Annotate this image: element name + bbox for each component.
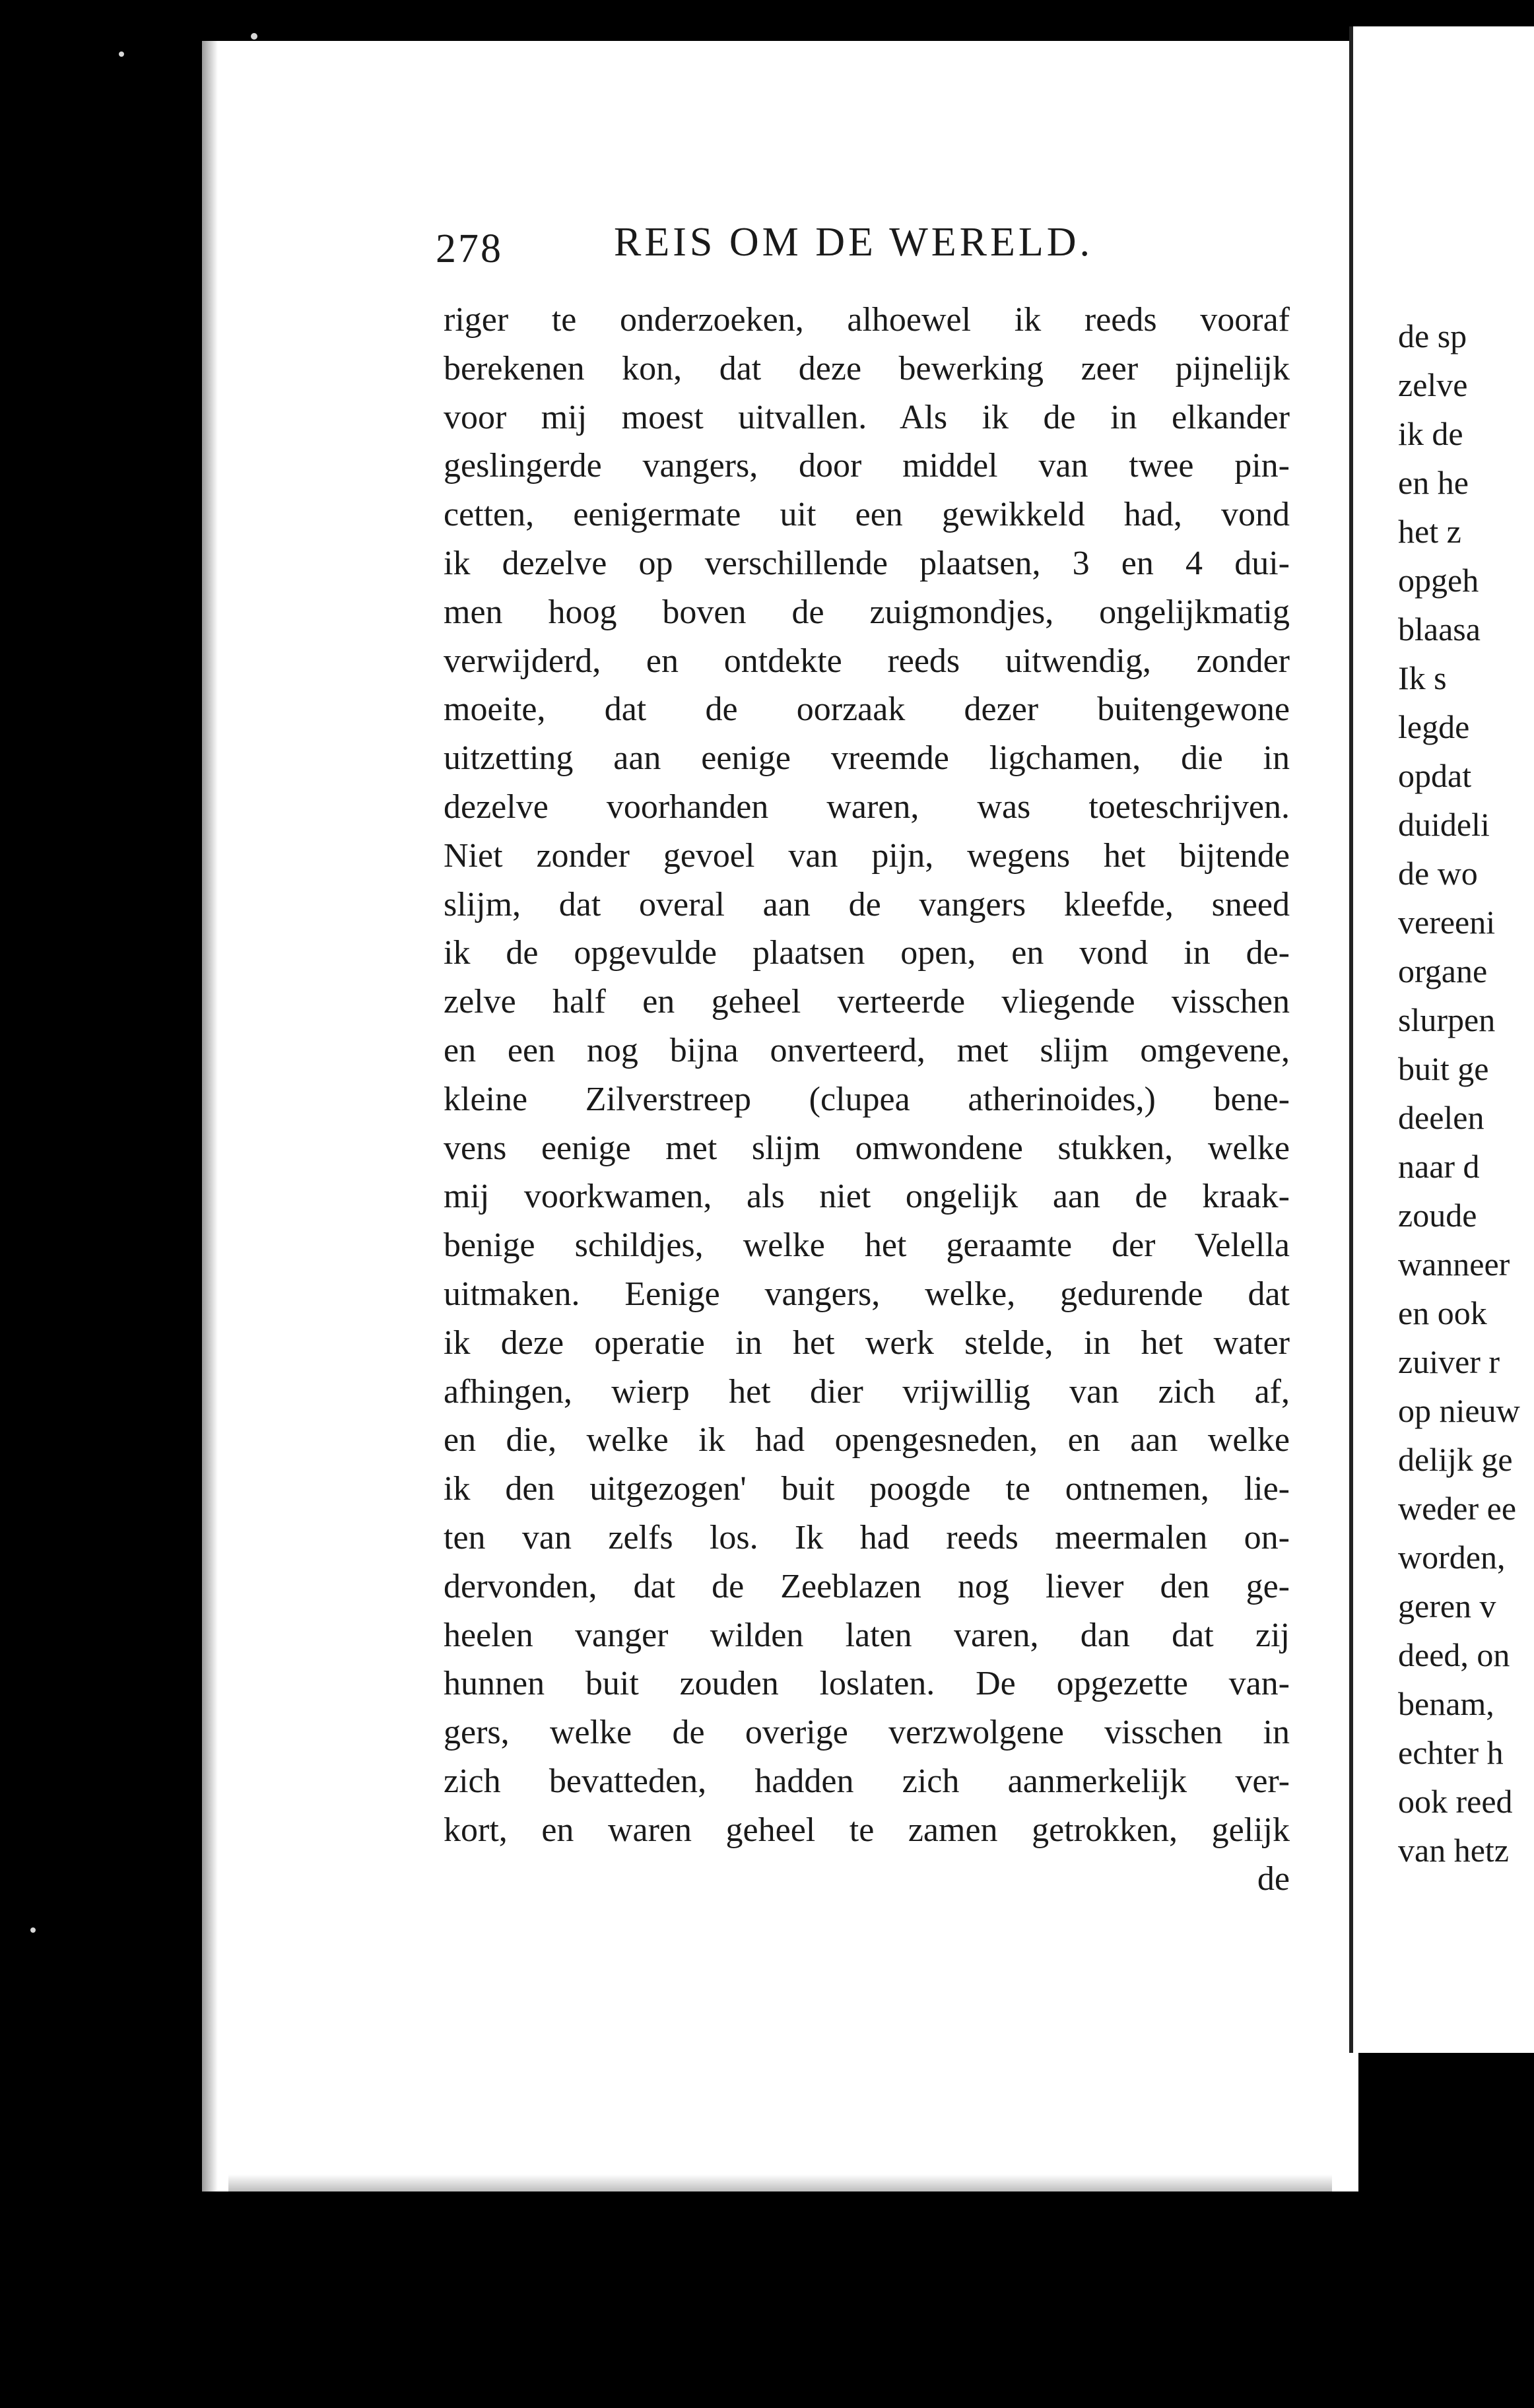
- text-line: ik deze operatie in het werk stelde, in het water: [444, 1323, 1290, 1362]
- fragment-line: legde: [1398, 708, 1470, 745]
- fragment-line: ook reed: [1398, 1783, 1513, 1820]
- fragment-line: geren v: [1398, 1588, 1496, 1624]
- text-line: dezelve voorhanden waren, was toeteschrijven.: [444, 787, 1290, 826]
- fragment-line: de wo: [1398, 855, 1478, 892]
- text-line: heelen vanger wilden laten varen, dan dat zij: [444, 1616, 1290, 1654]
- text-line: hunnen buit zouden loslaten. De opgezette van-: [444, 1665, 1290, 1703]
- fragment-line: echter h: [1398, 1734, 1504, 1771]
- scan-speck: [251, 33, 257, 40]
- scan-speck: [30, 1927, 36, 1933]
- text-line: en die, welke ik had opengesneden, en aan welke: [444, 1421, 1290, 1459]
- text-line: benige schildjes, welke het geraamte der Velella: [444, 1226, 1290, 1265]
- fragment-line: het z: [1398, 513, 1461, 550]
- fragment-line: van hetz: [1398, 1832, 1509, 1869]
- text-line: geslingerde vangers, door middel van twee pin-: [444, 447, 1290, 485]
- fragment-line: deed, on: [1398, 1636, 1510, 1673]
- fragment-line: ik de: [1398, 415, 1463, 452]
- text-line: riger te onderzoeken, alhoewel ik reeds vooraf: [444, 301, 1290, 339]
- text-line: men hoog boven de zuigmondjes, ongelijkmatig: [444, 593, 1290, 631]
- fragment-line: blaasa: [1398, 611, 1481, 648]
- text-line: zelve half en geheel verteerde vliegende visschen: [444, 983, 1290, 1021]
- text-line: moeite, dat de oorzaak dezer buitengewone: [444, 690, 1290, 729]
- fragment-line: en he: [1398, 464, 1469, 501]
- fragment-line: zoude: [1398, 1197, 1477, 1234]
- text-line: ik dezelve op verschillende plaatsen, 3 en 4 dui-: [444, 544, 1290, 582]
- text-line: vens eenige met slijm omwondene stukken, welke: [444, 1129, 1290, 1167]
- text-line: verwijderd, en ontdekte reeds uitwendig, zonder: [444, 642, 1290, 680]
- text-line: dervonden, dat de Zeeblazen nog liever den ge-: [444, 1567, 1290, 1605]
- fragment-line: duideli: [1398, 806, 1490, 843]
- fragment-line: wanneer: [1398, 1246, 1510, 1283]
- fragment-line: worden,: [1398, 1539, 1506, 1576]
- text-line: cetten, eenigermate uit een gewikkeld had, vond: [444, 496, 1290, 534]
- text-line: berekenen kon, dat deze bewerking zeer pijnelijk: [444, 349, 1290, 387]
- text-line: mij voorkwamen, als niet ongelijk aan de kraak-: [444, 1178, 1290, 1216]
- text-line: ik de opgevulde plaatsen open, en vond in de-: [444, 934, 1290, 972]
- fragment-line: delijk ge: [1398, 1441, 1513, 1478]
- text-line: uitzetting aan eenige vreemde ligchamen, die in: [444, 739, 1290, 778]
- text-line: slijm, dat overal aan de vangers kleefde, sneed: [444, 885, 1290, 923]
- fragment-line: naar d: [1398, 1148, 1480, 1185]
- fragment-line: zuiver r: [1398, 1343, 1500, 1380]
- fragment-line: deelen: [1398, 1099, 1484, 1136]
- fragment-line: de sp: [1398, 318, 1467, 354]
- fragment-line: organe: [1398, 953, 1488, 989]
- left-page-text: [444, 296, 1290, 1903]
- text-line: ten van zelfs los. Ik had reeds meermalen on-: [444, 1518, 1290, 1556]
- fragment-line: vereeni: [1398, 904, 1496, 941]
- fragment-line: slurpen: [1398, 1001, 1496, 1038]
- text-line: kort, en waren geheel te zamen getrokken, gelijk: [444, 1811, 1290, 1849]
- text-line: zich bevatteden, hadden zich aanmerkelijk ver-: [444, 1762, 1290, 1800]
- fragment-line: weder ee: [1398, 1490, 1517, 1527]
- fragment-line: opgeh: [1398, 562, 1479, 599]
- text-line: uitmaken. Eenige vangers, welke, gedurende dat: [444, 1275, 1290, 1313]
- text-line: voor mij moest uitvallen. Als ik de in elkander: [444, 398, 1290, 436]
- page-number: 278: [436, 226, 503, 271]
- text-line: Niet zonder gevoel van pijn, wegens het bijtende: [444, 836, 1290, 875]
- fragment-line: buit ge: [1398, 1050, 1489, 1087]
- text-line: en een nog bijna onverteerd, met slijm omgevene,: [444, 1031, 1290, 1069]
- running-head: [436, 219, 1122, 279]
- text-line: ik den uitgezogen' buit poogde te ontnemen, lie-: [444, 1470, 1290, 1508]
- right-page-text-fragment: [1398, 312, 1534, 1875]
- text-line: kleine Zilverstreep (clupea atherinoides,) bene-: [444, 1080, 1290, 1118]
- fragment-line: op nieuw: [1398, 1392, 1520, 1429]
- running-head-title: REIS OM DE WERELD.: [614, 220, 1094, 265]
- fragment-line: en ook: [1398, 1294, 1487, 1331]
- text-line: gers, welke de overige verzwolgene visschen in: [444, 1714, 1290, 1752]
- text-line: afhingen, wierp het dier vrijwillig van zich af,: [444, 1372, 1290, 1411]
- text-line: de: [1257, 1859, 1290, 1898]
- fragment-line: opdat: [1398, 757, 1472, 794]
- fragment-line: zelve: [1398, 366, 1468, 403]
- fragment-line: benam,: [1398, 1685, 1494, 1722]
- fragment-line: Ik s: [1398, 659, 1447, 696]
- scan-speck: [119, 51, 124, 57]
